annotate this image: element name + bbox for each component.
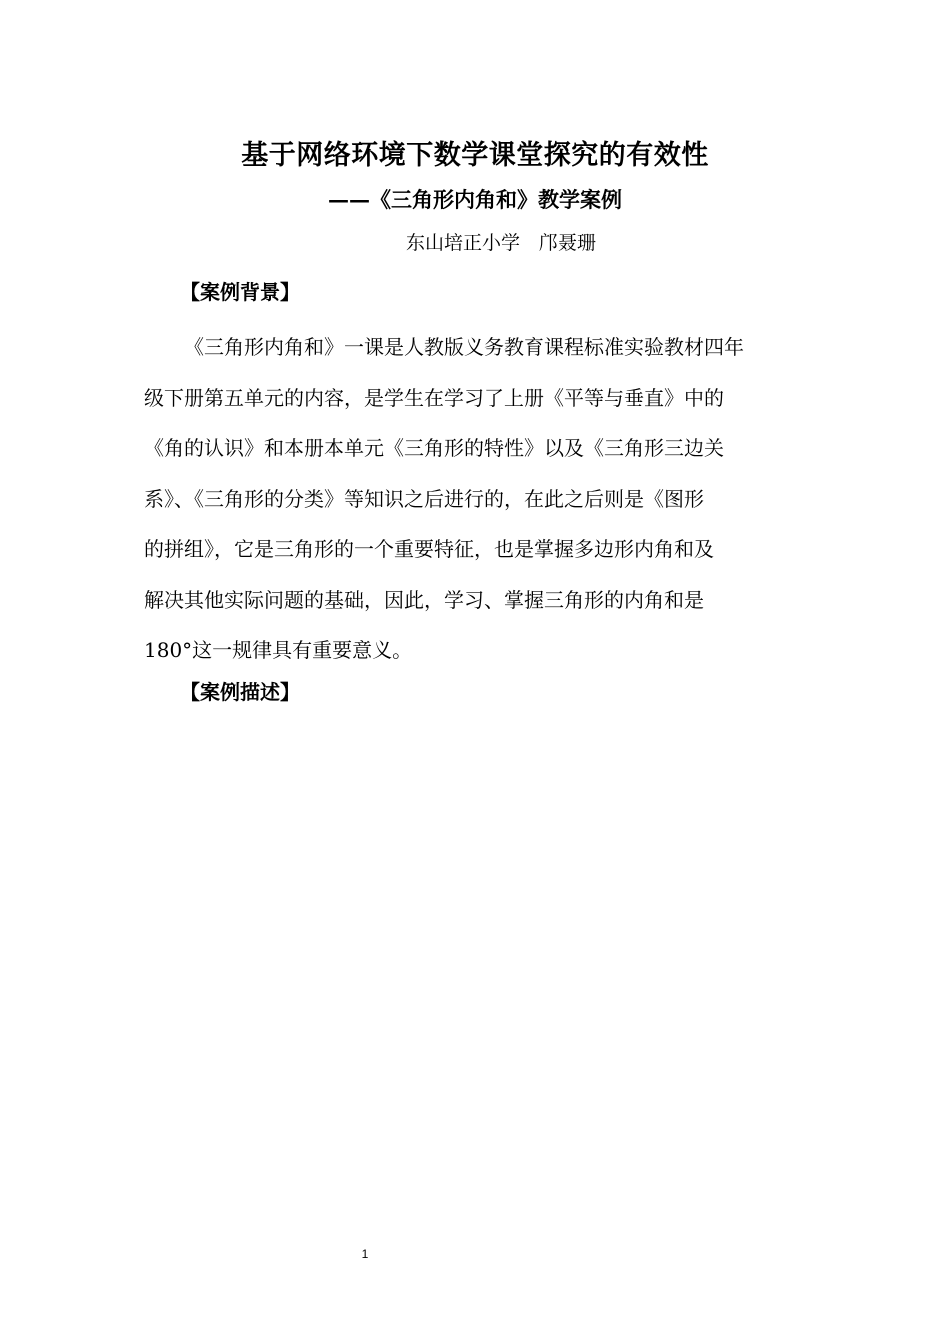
body-line: 系》、《三角形的分类》等知识之后进行的，在此之后则是《图形 — [144, 486, 704, 511]
page-number: 1 — [361, 1247, 369, 1261]
body-line: 的拼组》，它是三角形的一个重要特征，也是掌握多边形内角和及 — [144, 537, 714, 561]
author-line: 东山培正小学 邝聂珊 — [405, 232, 596, 254]
subtitle-text: ——《三角形内角和》教学案例 — [328, 187, 622, 212]
section-body-background — [144, 322, 806, 676]
document-title: 基于网络环境下数学课堂探究的有效性 — [241, 140, 709, 171]
body-line: 《三角形内角和》一课是人教版义务教育课程标准实验教材四年 — [184, 335, 744, 359]
document-subtitle — [0, 184, 950, 214]
body-line: 《角的认识》和本册本单元《三角形的特性》以及《三角形三边关 — [144, 436, 724, 460]
section-heading-description: 【案例描述】 — [180, 680, 300, 704]
body-line: 解决其他实际问题的基础，因此，学习、掌握三角形的内角和是 — [144, 587, 704, 612]
section-heading-background: 【案例背景】 — [180, 280, 300, 304]
body-line: 级下册第五单元的内容，是学生在学习了上册《平等与垂直》中的 — [144, 385, 724, 410]
body-line: 180°这一规律具有重要意义。 — [144, 638, 413, 662]
